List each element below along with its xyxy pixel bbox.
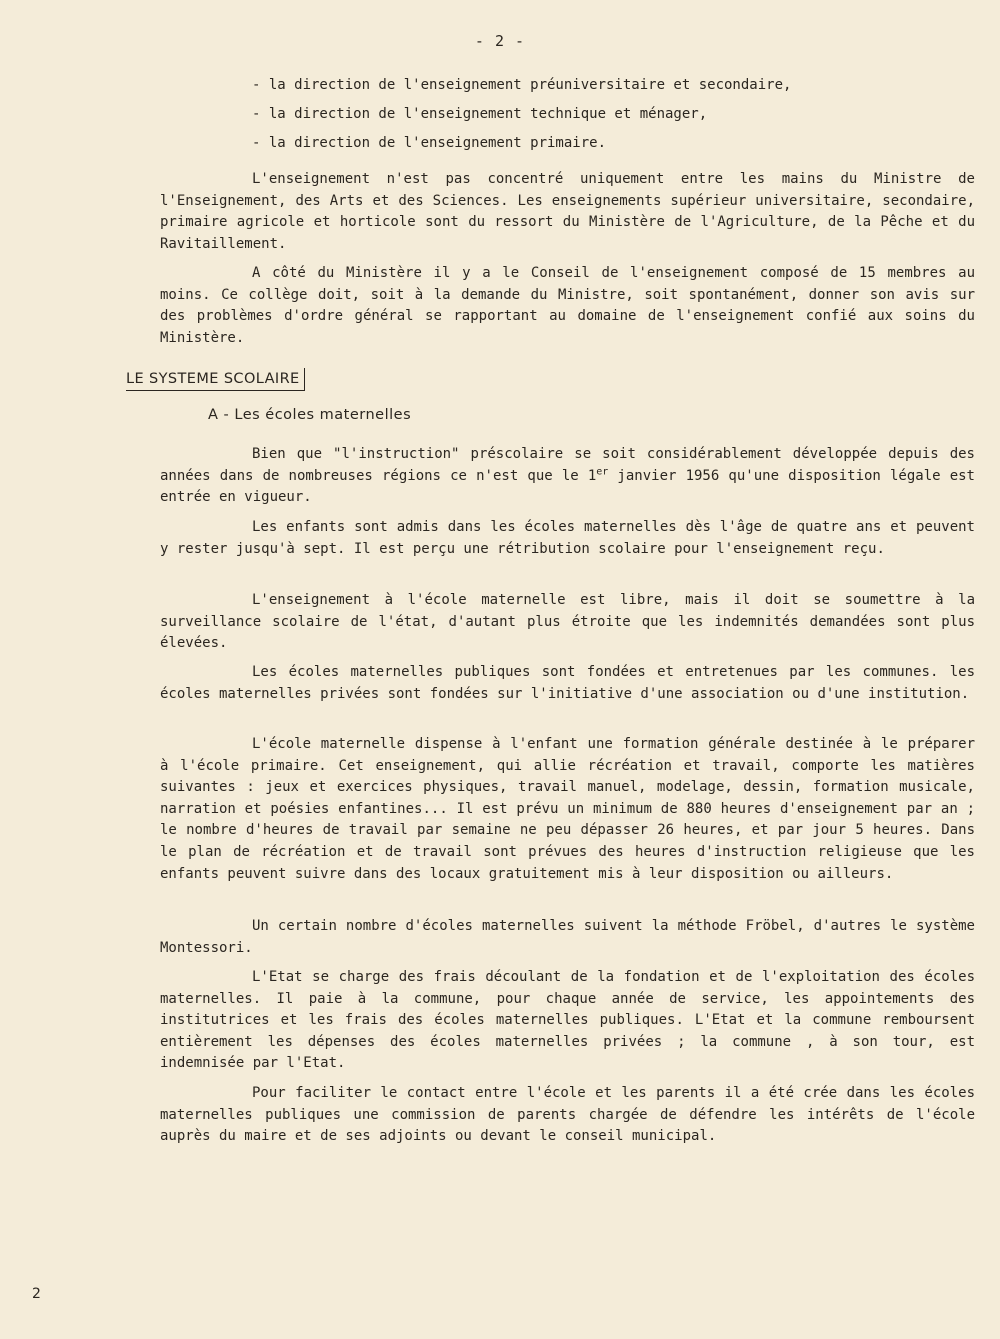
intro-paragraph-2: A côté du Ministère il y a le Conseil de l'enseignement composé de 15 membres au moins. Ce collège doit, soit à la demande du Ministre, soit spontanément, donner son avis sur des problèmes d'ordre général se rapportant au domaine de l'enseignement confié aux soins du Ministère. (160, 265, 975, 346)
list-item: - la direction de l'enseignement préuniversitaire et secondaire, (252, 77, 792, 93)
body-paragraph-8: Pour faciliter le contact entre l'école et les parents il a été crée dans les écoles maternelles publiques une commission de parents chargée de défendre les intérêts de l'école auprès du maire et de ses adjoints ou devant le conseil municipal. (160, 1085, 975, 1145)
section-heading: LE SYSTEME SCOLAIRE (126, 368, 305, 391)
subsection-heading: A - Les écoles maternelles (208, 407, 412, 423)
list-item: - la direction de l'enseignement primaire. (252, 135, 607, 151)
body-paragraph-2: Les enfants sont admis dans les écoles maternelles dès l'âge de quatre ans et peuvent y rester jusqu'à sept. Il est perçu une rétribution scolaire pour l'enseignement reçu. (160, 519, 975, 557)
page-number-header: - 2 - (474, 32, 526, 50)
body-paragraph-1-start: Bien que "l'instruction" préscolaire se soit considérablement développée depuis des années dans de nombreuses régions ce n'est que le 1 (160, 446, 975, 484)
list-item: - la direction de l'enseignement technique et ménager, (252, 106, 708, 122)
body-paragraph-1-end: janvier 1956 qu'une disposition légale est entrée en vigueur. (160, 467, 975, 506)
page-number-footer: 2 (32, 1286, 41, 1302)
body-paragraph-4: Les écoles maternelles publiques sont fondées et entretenues par les communes. les écoles maternelles privées sont fondées sur l'initiative d'une association ou d'une institution. (160, 664, 975, 702)
body-paragraph-3: L'enseignement à l'école maternelle est libre, mais il doit se soumettre à la surveillance scolaire de l'état, d'autant plus étroite que les indemnités demandées sont plus élevées. (160, 592, 975, 652)
body-paragraph-7: L'Etat se charge des frais découlant de la fondation et de l'exploitation des écoles maternelles. Il paie à la commune, pour chaque année de service, les appointements des institutrices et les frais des écoles maternelles publiques. L'Etat et la commune remboursent entièrement les dépenses des écoles maternelles privées ; la commune , à son tour, est indemnisée par l'Etat. (160, 969, 975, 1072)
intro-paragraph-1: L'enseignement n'est pas concentré uniquement entre les mains du Ministre de l'Enseignement, des Arts et des Sciences. Les enseignements supérieur universitaire, secondaire, primaire agricole et horticole sont du ressort du Ministère de l'Agriculture, de la Pêche et du Ravitaillement. (160, 171, 975, 252)
body-paragraph-5: L'école maternelle dispense à l'enfant une formation générale destinée à le préparer à l'école primaire. Cet enseignement, qui allie récréation et travail, comporte les matières suivantes : jeux et exercices physiques, travail manuel, modelage, dessin, formation musicale, narration et poésies enfantines... Il est prévu un minimum de 880 heures d'enseignement par an ; le nombre d'heures de travail par semaine ne peu dépasser 26 heures, et par jour 5 heures. Dans le plan de récréation et de travail sont prévues des heures d'instruction religieuse que les enfants peuvent suivre dans des locaux gratuitement mis à leur disposition ou ailleurs. (160, 736, 975, 882)
body-paragraph-1 (160, 444, 975, 509)
body-paragraph-6: Un certain nombre d'écoles maternelles suivent la méthode Fröbel, d'autres le système Montessori. (160, 918, 975, 956)
ordinal-superscript: er (596, 465, 609, 477)
directions-list (252, 76, 972, 163)
